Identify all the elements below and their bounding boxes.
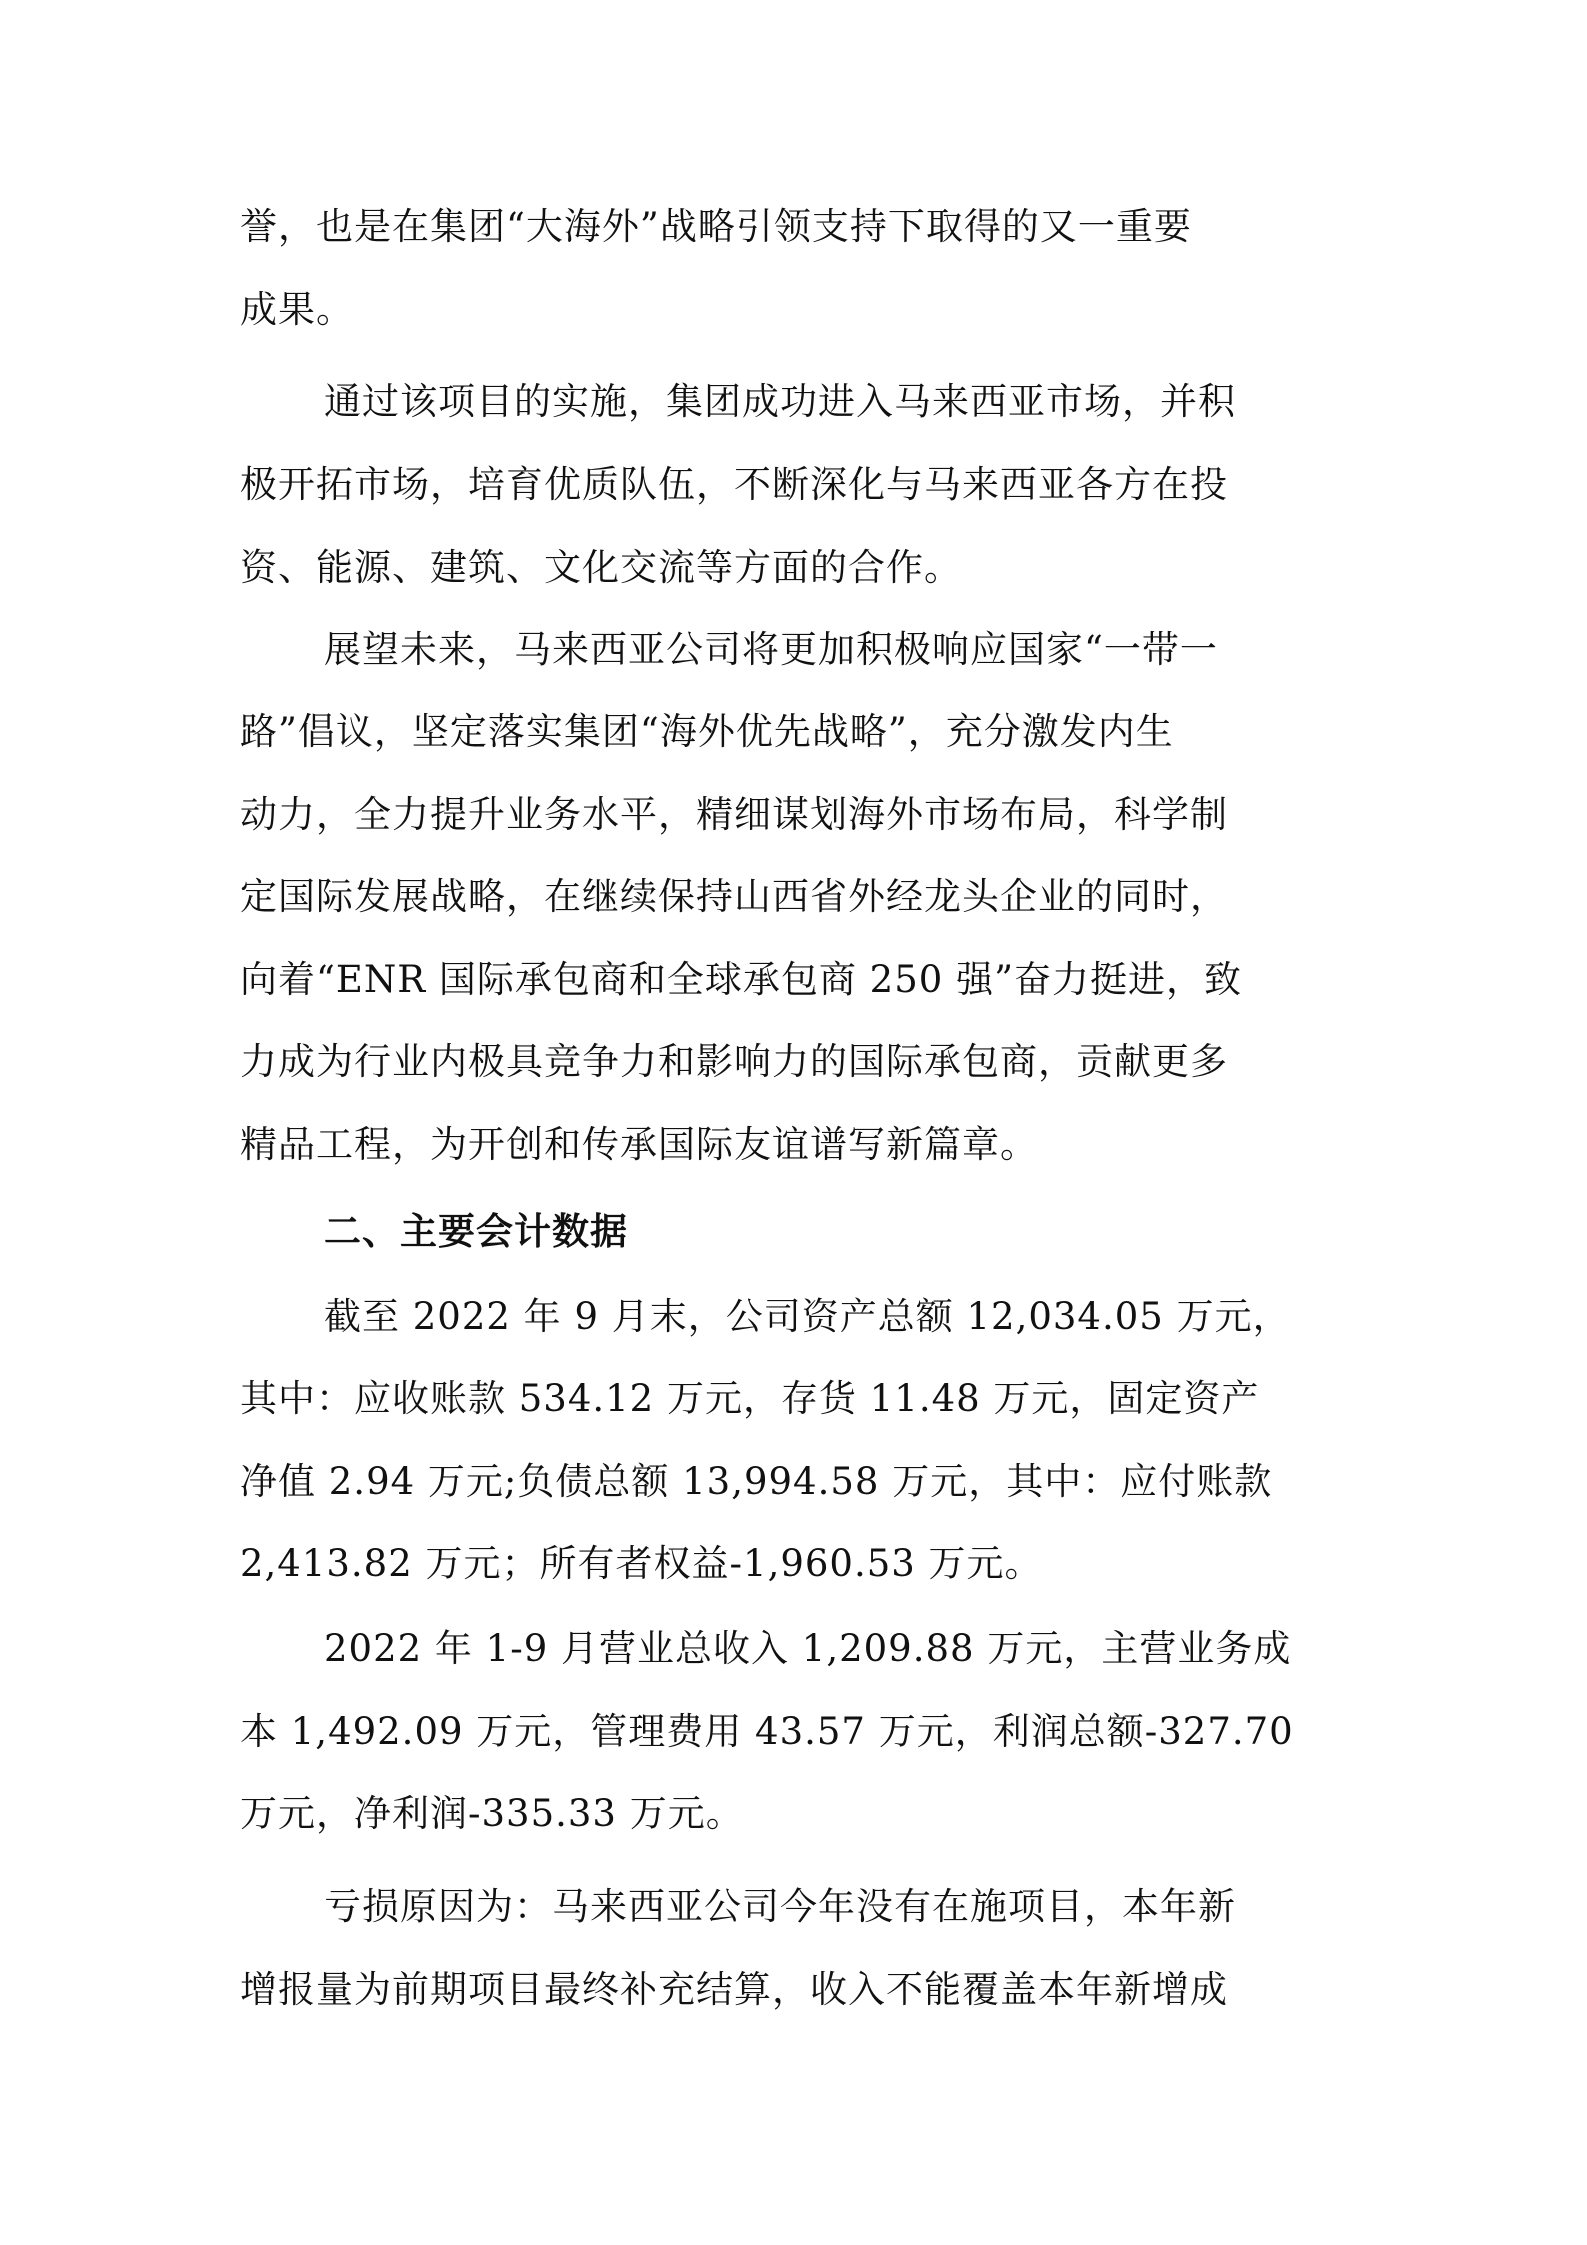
text-line: 动力，全力提升业务水平，精细谋划海外市场布局，科学制	[240, 793, 1228, 836]
text-line: 定国际发展战略，在继续保持山西省外经龙头企业的同时，	[240, 875, 1228, 918]
text-line: 通过该项目的实施，集团成功进入马来西亚市场，并积	[324, 380, 1236, 423]
text-line: 2022 年 1-9 月营业总收入 1,209.88 万元，主营业务成	[324, 1627, 1292, 1670]
text-line: 展望未来，马来西亚公司将更加积极响应国家“一带一	[324, 628, 1218, 671]
text-line: 向着“ENR 国际承包商和全球承包商 250 强”奋力挺进，致	[240, 958, 1242, 1001]
text-line: 路”倡议，坚定落实集团“海外优先战略”，充分激发内生	[240, 710, 1174, 753]
section-heading: 二、主要会计数据	[324, 1210, 628, 1253]
text-line: 成果。	[240, 288, 354, 331]
text-line: 誉，也是在集团“大海外”战略引领支持下取得的又一重要	[240, 205, 1192, 248]
text-line: 本 1,492.09 万元，管理费用 43.57 万元，利润总额-327.70	[240, 1710, 1294, 1753]
text-line: 资、能源、建筑、文化交流等方面的合作。	[240, 546, 962, 589]
text-line: 截至 2022 年 9 月末，公司资产总额 12,034.05 万元，	[324, 1295, 1291, 1338]
text-line: 万元，净利润-335.33 万元。	[240, 1792, 744, 1835]
text-line: 精品工程，为开创和传承国际友谊谱写新篇章。	[240, 1123, 1038, 1166]
text-line: 2,413.82 万元；所有者权益-1,960.53 万元。	[240, 1542, 1043, 1585]
text-line: 增报量为前期项目最终补充结算，收入不能覆盖本年新增成	[240, 1968, 1228, 2011]
text-line: 力成为行业内极具竞争力和影响力的国际承包商，贡献更多	[240, 1040, 1228, 1083]
text-line: 净值 2.94 万元;负债总额 13,994.58 万元，其中：应付账款	[240, 1460, 1273, 1503]
text-line: 极开拓市场，培育优质队伍，不断深化与马来西亚各方在投	[240, 463, 1228, 506]
text-line: 其中：应收账款 534.12 万元，存货 11.48 万元，固定资产	[240, 1377, 1260, 1420]
text-line: 亏损原因为：马来西亚公司今年没有在施项目，本年新	[324, 1885, 1236, 1928]
